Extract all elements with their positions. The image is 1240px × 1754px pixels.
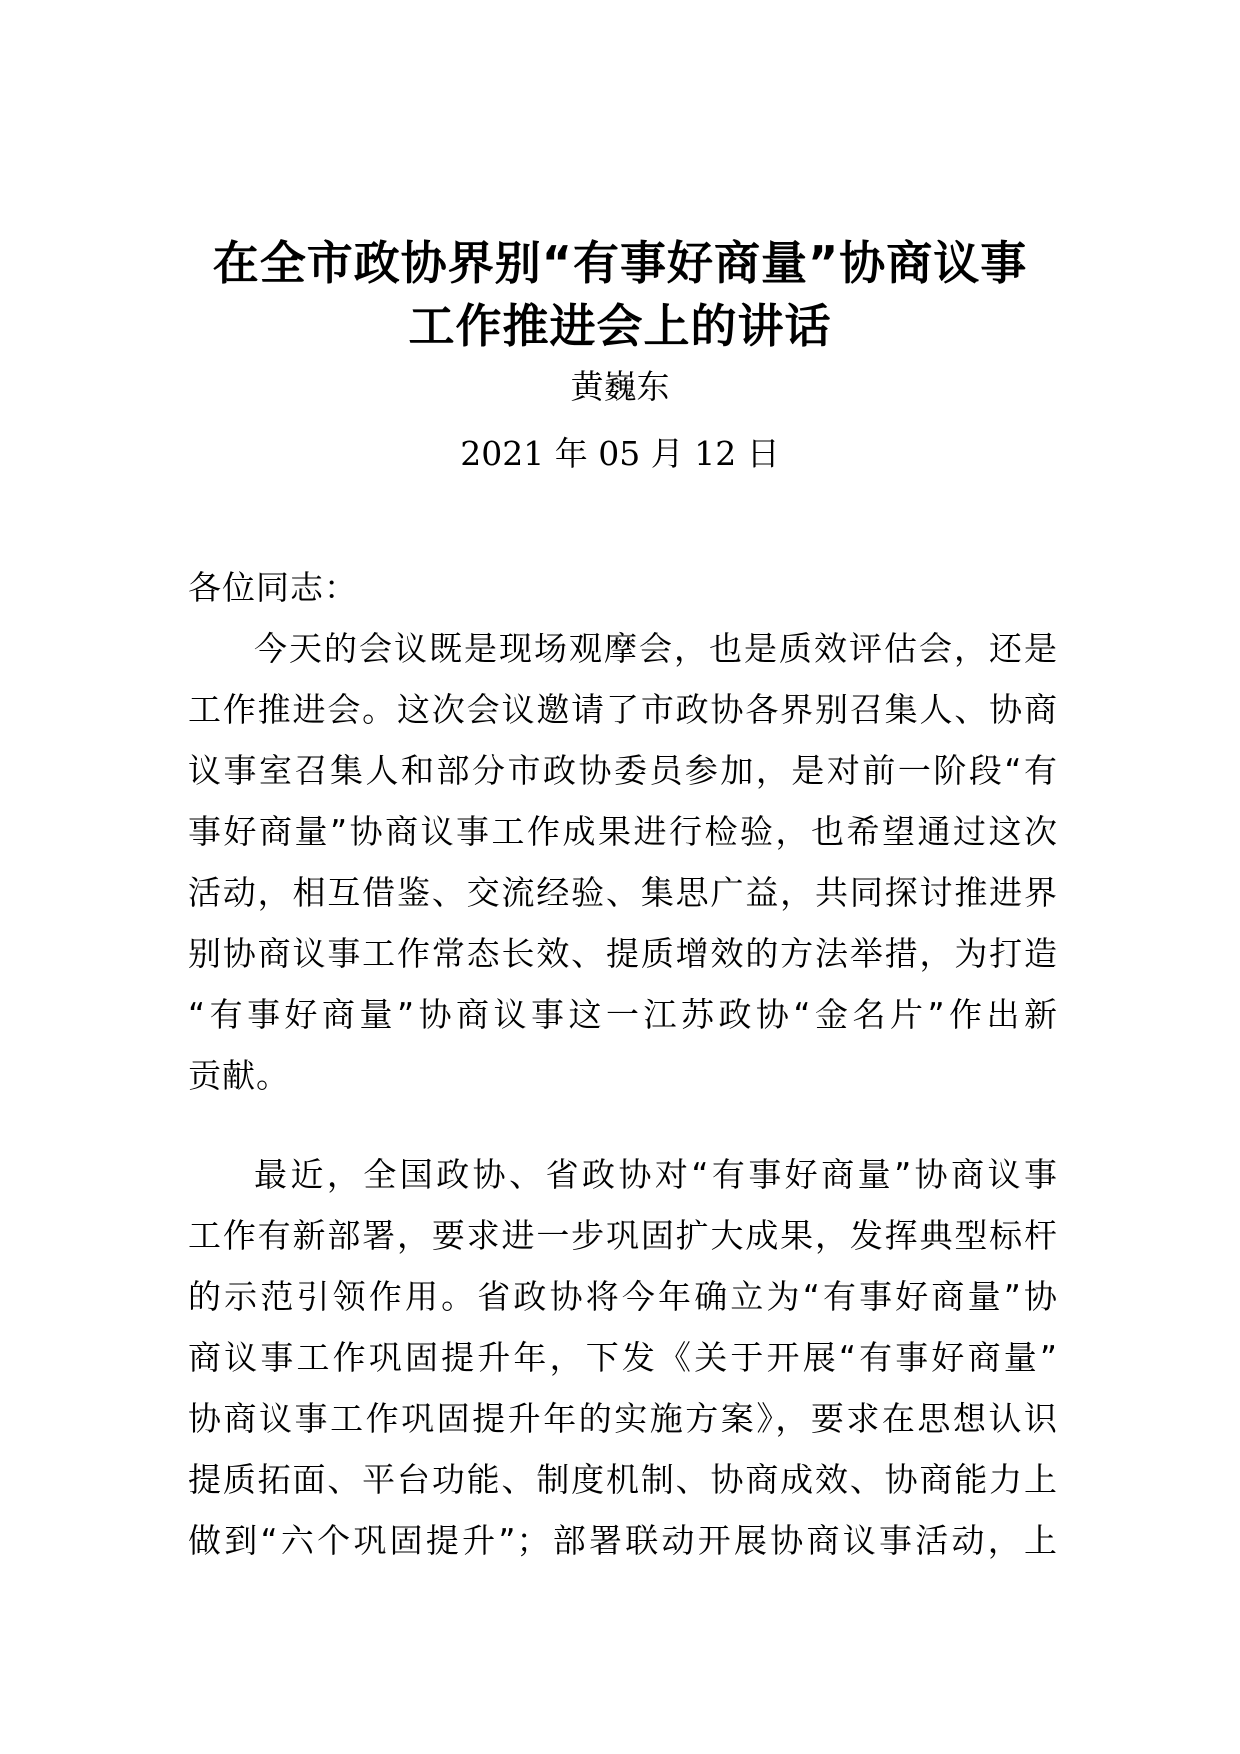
paragraph-2-line: 的示范引领作用。省政协将今年确立为“有事好商量”协 <box>188 1277 1058 1316</box>
author-name: 黄巍东 <box>570 367 670 406</box>
paragraph-1-line: 别协商议事工作常态长效、提质增效的方法举措，为打造 <box>188 934 1058 973</box>
paragraph-1-line: 事好商量”协商议事工作成果进行检验，也希望通过这次 <box>188 812 1058 851</box>
paragraph-1-line: 议事室召集人和部分市政协委员参加，是对前一阶段“有 <box>188 751 1058 790</box>
paragraph-2-line: 协商议事工作巩固提升年的实施方案》，要求在思想认识 <box>188 1399 1058 1438</box>
speech-date: 2021 年 05 月 12 日 <box>460 434 780 473</box>
paragraph-2-line: 提质拓面、平台功能、制度机制、协商成效、协商能力上 <box>188 1460 1058 1499</box>
paragraph-1-line: “有事好商量”协商议事这一江苏政协“金名片”作出新 <box>188 995 1058 1034</box>
paragraph-2-line: 做到“六个巩固提升”；部署联动开展协商议事活动，上 <box>188 1521 1058 1560</box>
paragraph-1-line: 工作推进会。这次会议邀请了市政协各界别召集人、协商 <box>188 690 1058 729</box>
salutation: 各位同志： <box>188 568 358 607</box>
document-title-line-1: 在全市政协界别“有事好商量”协商议事 <box>212 236 1028 290</box>
document-title-line-2: 工作推进会上的讲话 <box>408 299 832 353</box>
paragraph-1-line: 贡献。 <box>188 1056 290 1095</box>
paragraph-2-line: 商议事工作巩固提升年，下发《关于开展“有事好商量” <box>188 1338 1058 1377</box>
paragraph-1-line: 今天的会议既是现场观摩会，也是质效评估会，还是 <box>254 629 1058 668</box>
paragraph-2-line: 最近，全国政协、省政协对“有事好商量”协商议事 <box>254 1155 1058 1194</box>
paragraph-2-line: 工作有新部署，要求进一步巩固扩大成果，发挥典型标杆 <box>188 1216 1058 1255</box>
paragraph-1-line: 活动，相互借鉴、交流经验、集思广益，共同探讨推进界 <box>188 873 1058 912</box>
